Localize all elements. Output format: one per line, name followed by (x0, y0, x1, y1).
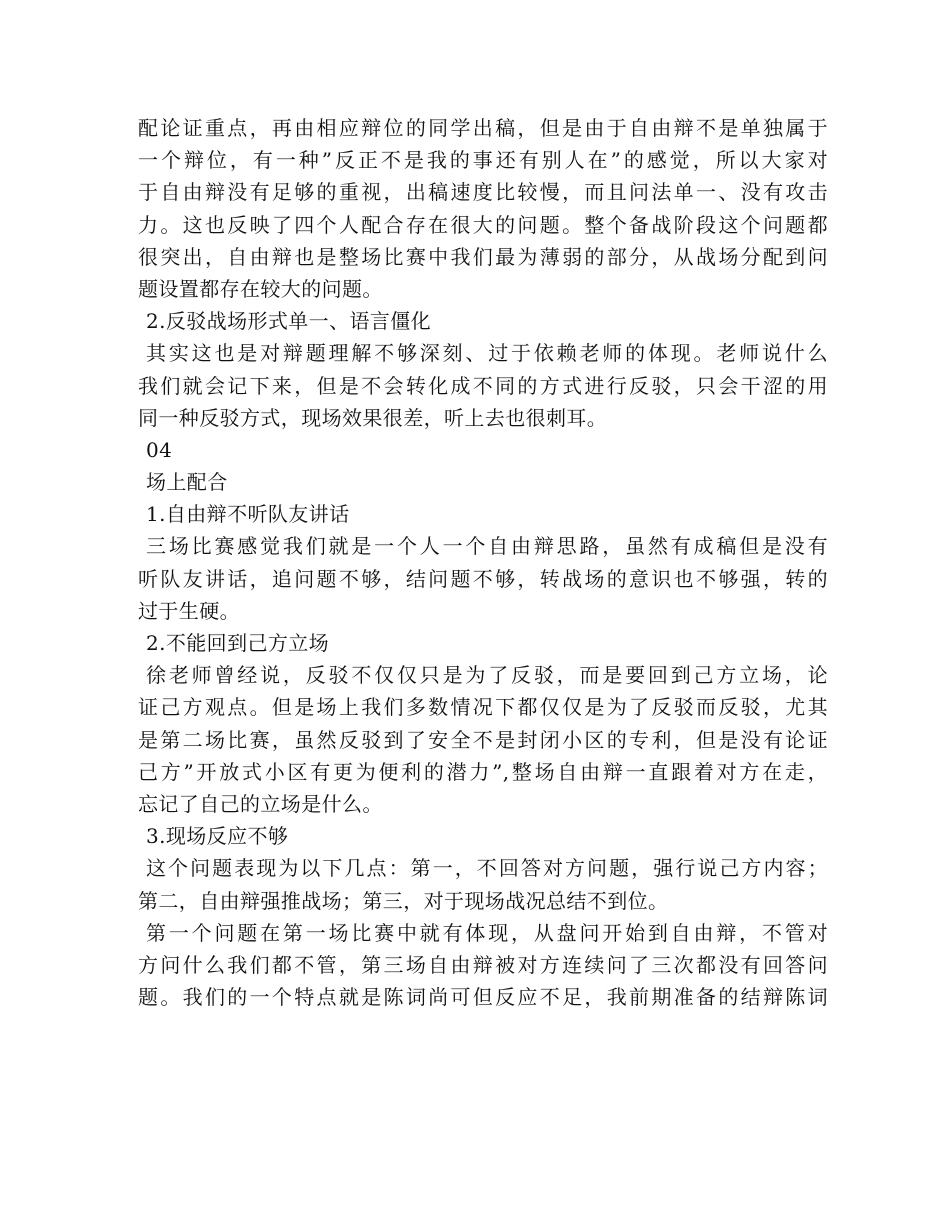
paragraph-line: 方问什么我们都不管，第三场自由辩被对方连续问了三次都没有回答问 (138, 952, 828, 977)
section-heading: 3.现场反应不够 (146, 824, 289, 849)
paragraph-line: 题设置都存在较大的问题。 (138, 276, 383, 301)
section-heading: 2.不能回到己方立场 (146, 631, 330, 655)
paragraph-line: 是第二场比赛，虽然反驳到了安全不是封闭小区的专利，但是没有论证 (138, 727, 828, 752)
paragraph-line: 力。这也反映了四个人配合存在很大的问题。整个备战阶段这个问题都 (138, 212, 828, 237)
paragraph-line: 听队友讲话，追问题不够，结问题不够，转战场的意识也不够强，转的 (138, 566, 828, 591)
paragraph-line: 这个问题表现为以下几点：第一，不回答对方问题，强行说己方内容； (146, 856, 828, 881)
paragraph-line: 我们就会记下来，但是不会转化成不同的方式进行反驳，只会干涩的用 (138, 373, 828, 398)
paragraph-line: 很突出，自由辩也是整场比赛中我们最为薄弱的部分，从战场分配到问 (138, 244, 828, 269)
document-body (138, 112, 828, 1013)
section-number: 04 (146, 437, 173, 462)
paragraph-line: 一个辩位，有一种”反正不是我的事还有别人在”的感觉，所以大家对 (138, 148, 828, 173)
section-heading: 2.反驳战场形式单一、语言僵化 (146, 309, 432, 334)
paragraph-line: 第一个问题在第一场比赛中就有体现，从盘问开始到自由辩，不管对 (146, 920, 828, 945)
section-title: 场上配合 (146, 470, 228, 495)
paragraph-line: 三场比赛感觉我们就是一个人一个自由辩思路，虽然有成稿但是没有 (146, 534, 828, 559)
paragraph-line: 忘记了自己的立场是什么。 (138, 791, 383, 816)
section-heading: 1.自由辩不听队友讲话 (146, 502, 350, 527)
paragraph-line: 题。我们的一个特点就是陈词尚可但反应不足，我前期准备的结辩陈词 (138, 985, 828, 1010)
paragraph-line: 过于生硬。 (138, 598, 240, 623)
paragraph-line: 于自由辩没有足够的重视，出稿速度比较慢，而且问法单一、没有攻击 (138, 180, 828, 205)
paragraph-line: 徐老师曾经说，反驳不仅仅只是为了反驳，而是要回到己方立场，论 (146, 663, 828, 688)
paragraph-line: 其实这也是对辩题理解不够深刻、过于依赖老师的体现。老师说什么 (146, 341, 828, 366)
paragraph-line: 配论证重点，再由相应辩位的同学出稿，但是由于自由辩不是单独属于 (138, 116, 828, 140)
paragraph-line: 第二，自由辩强推战场；第三，对于现场战况总结不到位。 (138, 888, 669, 913)
paragraph-line: 己方”开放式小区有更为便利的潜力”,整场自由辩一直跟着对方在走， (138, 759, 828, 784)
paragraph-line: 同一种反驳方式，现场效果很差，听上去也很刺耳。 (138, 405, 608, 430)
paragraph-line: 证己方观点。但是场上我们多数情况下都仅仅是为了反驳而反驳，尤其 (138, 695, 828, 720)
